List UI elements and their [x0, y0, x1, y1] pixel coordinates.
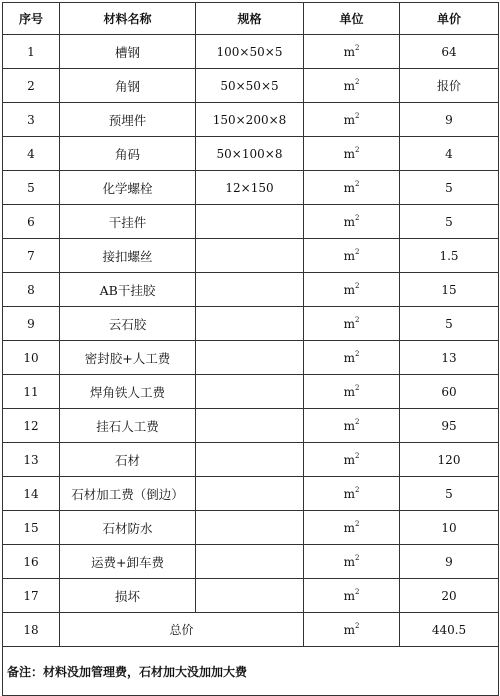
table-body	[3, 35, 499, 613]
cell-unit-price: 5	[400, 205, 499, 239]
cell-unit	[304, 205, 400, 239]
cell-spec	[196, 375, 304, 409]
cell-unit-price: 报价	[400, 69, 499, 103]
cell-spec	[196, 443, 304, 477]
price-table	[2, 2, 499, 696]
cell-unit	[304, 69, 400, 103]
note-row	[3, 647, 499, 696]
cell-unit	[304, 171, 400, 205]
unit-superscript: 2	[354, 520, 360, 528]
cell-serial: 2	[3, 69, 60, 103]
cell-unit-price: 1.5	[400, 239, 499, 273]
cell-serial: 7	[3, 239, 60, 273]
cell-serial: 11	[3, 375, 60, 409]
table-row	[3, 443, 499, 477]
unit-superscript: 2	[354, 384, 360, 392]
cell-spec	[196, 545, 304, 579]
header-serial: 序号	[3, 3, 60, 35]
table-row	[3, 579, 499, 613]
table-row	[3, 137, 499, 171]
table-row	[3, 273, 499, 307]
cell-unit-price: 60	[400, 375, 499, 409]
table-row	[3, 35, 499, 69]
cell-material-name: 化学螺栓	[60, 171, 196, 205]
unit-base: m	[343, 45, 355, 59]
cell-unit-price: 10	[400, 511, 499, 545]
total-label: 总价	[60, 613, 304, 647]
unit-base: m	[343, 283, 355, 297]
unit-base: m	[343, 385, 355, 399]
cell-material-name: 焊角铁人工费	[60, 375, 196, 409]
cell-material-name: 接扣螺丝	[60, 239, 196, 273]
cell-serial: 8	[3, 273, 60, 307]
note-text: 备注：材料没加管理费，石材加大没加加大费	[3, 647, 499, 696]
cell-serial: 5	[3, 171, 60, 205]
unit-base: m	[343, 419, 355, 433]
unit-superscript: 2	[354, 146, 360, 154]
cell-serial: 13	[3, 443, 60, 477]
cell-serial: 1	[3, 35, 60, 69]
unit-superscript: 2	[354, 282, 360, 290]
unit-superscript: 2	[354, 418, 360, 426]
unit-superscript: 2	[354, 588, 360, 596]
cell-spec: 12×150	[196, 171, 304, 205]
cell-unit	[304, 375, 400, 409]
unit-superscript: 2	[354, 214, 360, 222]
header-spec: 规格	[196, 3, 304, 35]
unit-base: m	[343, 589, 355, 603]
unit-superscript: 2	[354, 248, 360, 256]
cell-unit-price: 9	[400, 103, 499, 137]
cell-unit	[304, 239, 400, 273]
cell-serial: 12	[3, 409, 60, 443]
cell-spec	[196, 341, 304, 375]
unit-superscript: 2	[354, 112, 360, 120]
cell-material-name: 预埋件	[60, 103, 196, 137]
total-unit	[304, 613, 400, 647]
table-row	[3, 307, 499, 341]
cell-serial: 4	[3, 137, 60, 171]
cell-material-name: 石材	[60, 443, 196, 477]
cell-material-name: 损坏	[60, 579, 196, 613]
unit-superscript: 2	[354, 78, 360, 86]
cell-unit-price: 95	[400, 409, 499, 443]
unit-base: m	[343, 555, 355, 569]
cell-unit-price: 9	[400, 545, 499, 579]
cell-spec	[196, 409, 304, 443]
table-row	[3, 69, 499, 103]
cell-unit	[304, 409, 400, 443]
cell-material-name: 云石胶	[60, 307, 196, 341]
cell-unit	[304, 545, 400, 579]
cell-serial: 10	[3, 341, 60, 375]
header-row	[3, 3, 499, 35]
cell-material-name: 挂石人工费	[60, 409, 196, 443]
cell-material-name: 槽钢	[60, 35, 196, 69]
table-row	[3, 477, 499, 511]
total-price: 440.5	[400, 613, 499, 647]
table-row	[3, 511, 499, 545]
table-row	[3, 341, 499, 375]
unit-base: m	[343, 521, 355, 535]
cell-unit	[304, 341, 400, 375]
unit-superscript: 2	[354, 44, 360, 52]
table-row	[3, 103, 499, 137]
cell-unit	[304, 511, 400, 545]
total-unit-sup: 2	[354, 622, 360, 630]
cell-spec	[196, 579, 304, 613]
cell-serial: 15	[3, 511, 60, 545]
table-row	[3, 171, 499, 205]
unit-base: m	[343, 453, 355, 467]
cell-unit-price: 120	[400, 443, 499, 477]
cell-unit-price: 15	[400, 273, 499, 307]
cell-unit-price: 5	[400, 307, 499, 341]
unit-superscript: 2	[354, 554, 360, 562]
total-unit-base: m	[343, 623, 355, 637]
unit-superscript: 2	[354, 316, 360, 324]
cell-serial: 14	[3, 477, 60, 511]
cell-unit	[304, 307, 400, 341]
unit-superscript: 2	[354, 486, 360, 494]
table-row	[3, 205, 499, 239]
cell-unit	[304, 579, 400, 613]
unit-base: m	[343, 215, 355, 229]
header-material-name: 材料名称	[60, 3, 196, 35]
cell-spec	[196, 205, 304, 239]
cell-spec	[196, 477, 304, 511]
unit-superscript: 2	[354, 350, 360, 358]
cell-material-name: 密封胶+人工费	[60, 341, 196, 375]
cell-unit-price: 20	[400, 579, 499, 613]
cell-material-name: 角钢	[60, 69, 196, 103]
cell-serial: 17	[3, 579, 60, 613]
cell-unit	[304, 477, 400, 511]
header-unit: 单位	[304, 3, 400, 35]
cell-unit	[304, 443, 400, 477]
cell-material-name: AB干挂胶	[60, 273, 196, 307]
cell-unit-price: 4	[400, 137, 499, 171]
cell-unit-price: 64	[400, 35, 499, 69]
unit-base: m	[343, 351, 355, 365]
unit-superscript: 2	[354, 180, 360, 188]
cell-serial: 16	[3, 545, 60, 579]
unit-base: m	[343, 249, 355, 263]
cell-spec	[196, 307, 304, 341]
total-row	[3, 613, 499, 647]
cell-material-name: 石材防水	[60, 511, 196, 545]
table-row	[3, 409, 499, 443]
cell-unit	[304, 35, 400, 69]
cell-unit-price: 5	[400, 477, 499, 511]
cell-material-name: 干挂件	[60, 205, 196, 239]
cell-unit	[304, 137, 400, 171]
cell-spec	[196, 273, 304, 307]
cell-serial: 6	[3, 205, 60, 239]
unit-base: m	[343, 113, 355, 127]
cell-unit-price: 5	[400, 171, 499, 205]
unit-base: m	[343, 147, 355, 161]
cell-serial: 3	[3, 103, 60, 137]
unit-base: m	[343, 181, 355, 195]
unit-base: m	[343, 79, 355, 93]
cell-serial: 9	[3, 307, 60, 341]
cell-unit	[304, 273, 400, 307]
unit-base: m	[343, 487, 355, 501]
table-row	[3, 375, 499, 409]
cell-material-name: 角码	[60, 137, 196, 171]
cell-spec: 100×50×5	[196, 35, 304, 69]
cell-material-name: 石材加工费（倒边）	[60, 477, 196, 511]
total-serial: 18	[3, 613, 60, 647]
header-unit-price: 单价	[400, 3, 499, 35]
cell-material-name: 运费+卸车费	[60, 545, 196, 579]
table-row	[3, 239, 499, 273]
cell-spec	[196, 239, 304, 273]
cell-unit	[304, 103, 400, 137]
unit-base: m	[343, 317, 355, 331]
table-row	[3, 545, 499, 579]
cell-spec	[196, 511, 304, 545]
cell-spec: 50×50×5	[196, 69, 304, 103]
unit-superscript: 2	[354, 452, 360, 460]
cell-spec: 50×100×8	[196, 137, 304, 171]
cell-spec: 150×200×8	[196, 103, 304, 137]
cell-unit-price: 13	[400, 341, 499, 375]
